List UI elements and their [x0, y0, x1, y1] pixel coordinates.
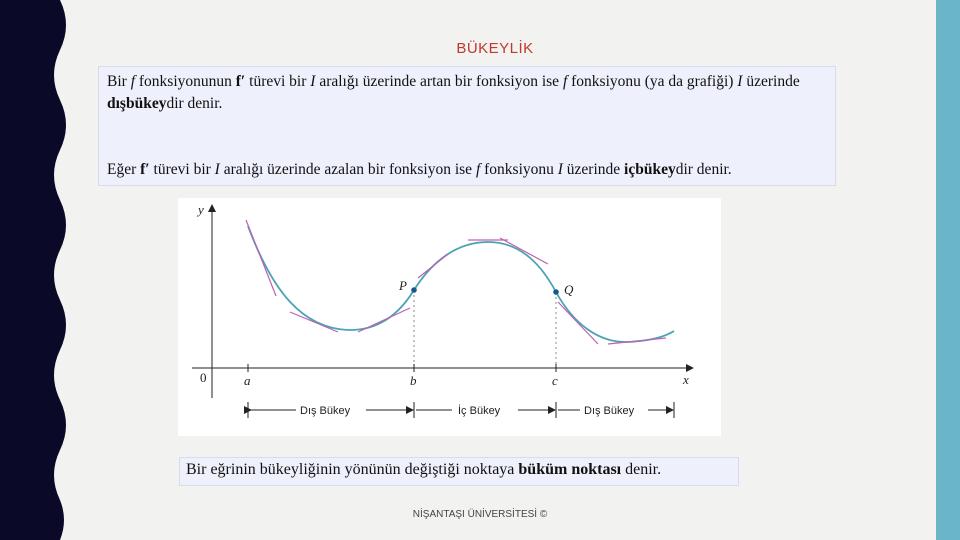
- point-label-q: Q: [564, 282, 574, 297]
- region-label-concave: İç Bükey: [458, 405, 501, 417]
- tick-label-c: c: [552, 373, 558, 388]
- point-label-p: P: [399, 278, 407, 293]
- origin-label: 0: [200, 370, 207, 385]
- convex-definition: Bir f fonksiyonunun f′ türevi bir I aralığı üzerinde artan bir fonksiyon ise f fonksiyonu (ya da grafiği) I üzerinde dışbükeydir denir.: [107, 73, 800, 112]
- concavity-graph: [178, 198, 721, 436]
- inflection-term: büküm noktası: [518, 461, 622, 478]
- tangent-lines: [246, 220, 666, 344]
- tick-label-a: a: [244, 373, 251, 388]
- concave-definition: Eğer f′ türevi bir I aralığı üzerinde azalan bir fonksiyon ise f fonksiyonu I üzerinde içbükeydir denir.: [107, 161, 732, 178]
- region-label-convex-2: Dış Bükey: [584, 405, 635, 417]
- footer: NİŞANTAŞI ÜNİVERSİTESİ ©: [412, 509, 548, 520]
- x-axis-label: x: [683, 372, 689, 387]
- function-curve: [248, 226, 674, 342]
- right-accent-band: [936, 0, 960, 540]
- region-label-convex-1: Dış Bükey: [300, 405, 351, 417]
- definition-box: [98, 66, 836, 186]
- slide-title: BÜKEYLİK: [456, 40, 534, 57]
- inflection-point-q: [553, 289, 559, 295]
- left-decorative-band: [0, 0, 70, 540]
- inflection-definition-box: Bir eğrinin bükeyliğinin yönünün değiştiği noktaya büküm noktası denir.: [179, 457, 739, 486]
- inflection-point-p: [411, 287, 417, 293]
- y-axis-label: y: [198, 202, 204, 217]
- tick-label-b: b: [410, 373, 417, 388]
